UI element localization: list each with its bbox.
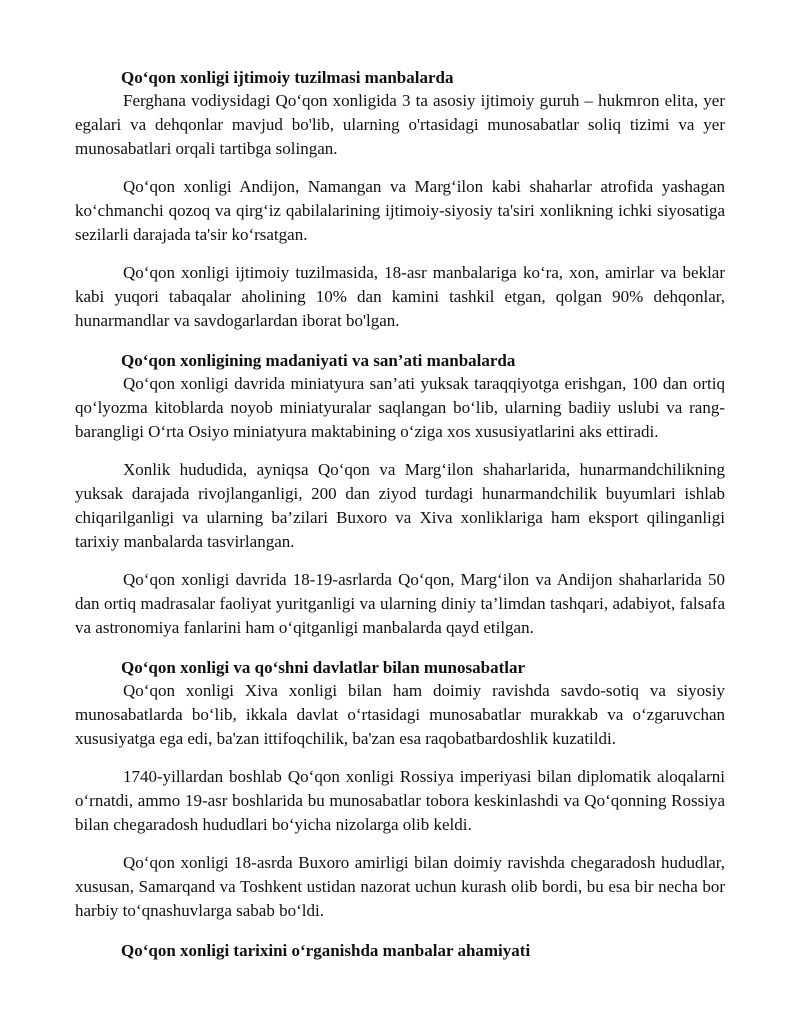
paragraph: 1740-yillardan boshlab Qo‘qon xonligi Rossiya imperiyasi bilan diplomatik aloqalarni o‘rnatdi, ammo 19-asr boshlarida bu munosabatlar tobora keskinlashdi va Qo‘qonning Rossiya bilan chegaradosh hududlari bo‘yicha nizolarga olib keldi.	[75, 767, 725, 834]
paragraph: Qo‘qon xonligi davrida 18-19-asrlarda Qo‘qon, Marg‘ilon va Andijon shaharlarida 50 dan ortiq madrasalar faoliyat yuritganligi va ularning diniy ta’limdan tashqari, adabiyot, falsafa va astronomiya fanlarini ham o‘qitganligi manbalarda qayd etilgan.	[75, 570, 725, 637]
paragraph: Qo‘qon xonligi 18-asrda Buxoro amirligi bilan doimiy ravishda chegaradosh hududlar, xususan, Samarqand va Toshkent ustidan nazorat uchun kurash olib bordi, bu esa bir necha bor harbiy to‘qnashuvlarga sabab bo‘ldi.	[75, 853, 725, 920]
document-page	[75, 66, 725, 962]
paragraph: Qo‘qon xonligi Andijon, Namangan va Marg‘ilon kabi shaharlar atrofida yashagan ko‘chmanchi qozoq va qirg‘iz qabilalarining ijtimoiy-siyosiy ta'siri xonlikning ichki siyosatiga sezilarli darajada ta'sir ko‘rsatgan.	[75, 177, 725, 244]
paragraph: Qo‘qon xonligi ijtimoiy tuzilmasida, 18-asr manbalariga ko‘ra, xon, amirlar va beklar kabi yuqori tabaqalar aholining 10% dan kamini tashkil etgan, qolgan 90% dehqonlar, hunarmandlar va savdogarlardan iborat bo'lgan.	[75, 263, 725, 330]
paragraph: Qo‘qon xonligi Xiva xonligi bilan ham doimiy ravishda savdo-sotiq va siyosiy munosabatlarda bo‘lib, ikkala davlat o‘rtasidagi munosabatlar murakkab va o‘zgaruvchan xususiyatga ega edi, ba'zan ittifoqchilik, ba'zan esa raqobatbardoshlik kuzatildi.	[75, 681, 725, 748]
paragraph: Xonlik hududida, ayniqsa Qo‘qon va Marg‘ilon shaharlarida, hunarmandchilikning yuksak darajada rivojlanganligi, 200 dan ziyod turdagi hunarmandchilik buyumlari ishlab chiqarilganligi va ularning ba’zilari Buxoro va Xiva xonliklariga ham eksport qilinganligi tarixiy manbalarda tasvirlangan.	[75, 460, 725, 551]
paragraph: Ferghana vodiysidagi Qo‘qon xonligida 3 ta asosiy ijtimoiy guruh – hukmron elita, yer egalari va dehqonlar mavjud bo'lib, ularning o'rtasidagi munosabatlar soliq tizimi va yer munosabatlari orqali tartibga solingan.	[75, 91, 725, 158]
section-heading-social-structure: Qo‘qon xonligi ijtimoiy tuzilmasi manbalarda	[121, 68, 454, 87]
section-heading-culture-art: Qo‘qon xonligining madaniyati va san’ati manbalarda	[121, 351, 516, 370]
section-heading-sources-importance: Qo‘qon xonligi tarixini o‘rganishda manbalar ahamiyati	[121, 941, 531, 960]
section-heading-neighbor-relations: Qo‘qon xonligi va qo‘shni davlatlar bilan munosabatlar	[121, 658, 526, 677]
paragraph: Qo‘qon xonligi davrida miniatyura san’ati yuksak taraqqiyotga erishgan, 100 dan ortiq qo‘lyozma kitoblarda noyob miniatyuralar saqlangan bo‘lib, ularning badiiy uslubi va rang-barangligi O‘rta Osiyo miniatyura maktabining o‘ziga xos xususiyatlarini aks ettiradi.	[75, 374, 725, 441]
